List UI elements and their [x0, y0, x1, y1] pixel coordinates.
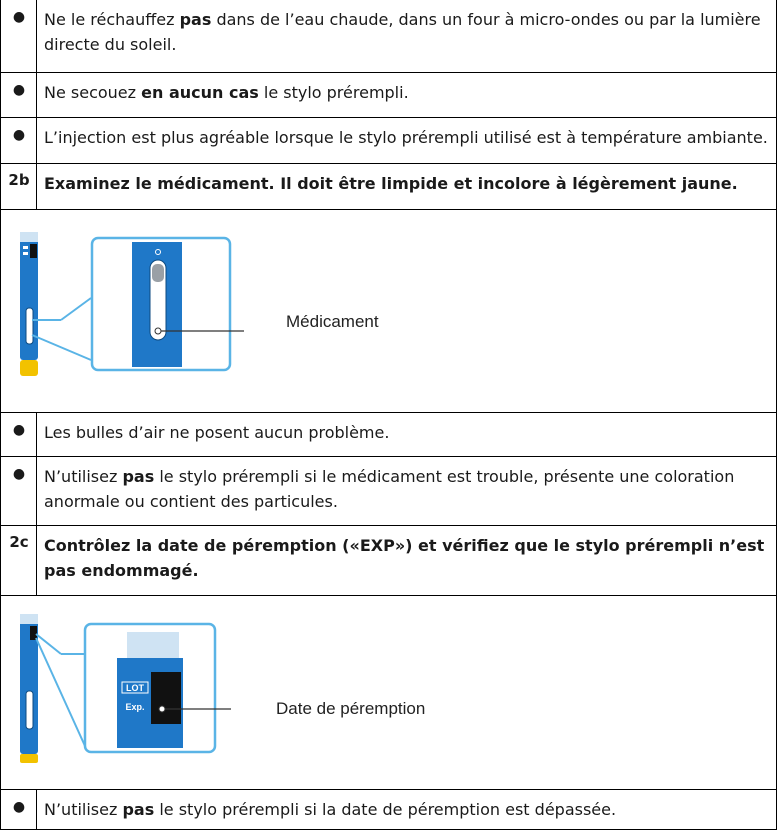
row-text: N’utilisez pas le stylo prérempli si le médicament est trouble, présente une coloration anormale ou contient des particules.	[44, 467, 735, 511]
pen-cap	[20, 754, 38, 763]
figure-medicament	[0, 210, 777, 413]
bullet: ●	[12, 466, 26, 482]
table-row	[0, 790, 777, 830]
pen-window	[26, 308, 33, 344]
pen-window	[26, 691, 33, 729]
figure-label: Date de péremption	[276, 699, 426, 718]
row-text: L’injection est plus agréable lorsque le stylo prérempli utilisé est à température ambiante.	[44, 128, 768, 147]
row-text: Ne secouez en aucun cas le stylo prérempli.	[44, 83, 409, 102]
step-number: 2b	[8, 171, 30, 189]
bullet: ●	[12, 422, 26, 438]
row-text: Les bulles d’air ne posent aucun problème.	[44, 423, 390, 442]
row-text: Ne le réchauffez pas dans de l’eau chaude, dans un four à micro-ondes ou par la lumière directe du soleil.	[44, 10, 761, 54]
step-row-2b	[0, 164, 777, 210]
step-row-2c	[0, 526, 777, 596]
table-row	[0, 413, 777, 457]
table-row	[0, 0, 777, 73]
step-heading: Contrôlez la date de péremption («EXP») et vérifiez que le stylo prérempli n’est pas endommagé.	[44, 536, 765, 580]
medicament-illustration	[1, 210, 776, 411]
bullet: ●	[12, 82, 26, 98]
figure-expiry-date	[0, 596, 777, 790]
table-row	[0, 73, 777, 118]
expiry-illustration	[1, 596, 776, 788]
lot-label: LOT	[126, 683, 144, 693]
figure-label: Médicament	[286, 312, 379, 331]
row-text: N’utilisez pas le stylo prérempli si la date de péremption est dépassée.	[44, 800, 617, 819]
bullet: ●	[12, 799, 26, 815]
bullet: ●	[12, 127, 26, 143]
exp-label: Exp.	[125, 702, 145, 712]
bullet: ●	[12, 9, 26, 25]
step-number: 2c	[9, 533, 29, 551]
step-heading: Examinez le médicament. Il doit être limpide et incolore à légèrement jaune.	[44, 174, 738, 193]
table-row	[0, 457, 777, 526]
pen-cap	[20, 360, 38, 376]
table-row	[0, 118, 777, 164]
